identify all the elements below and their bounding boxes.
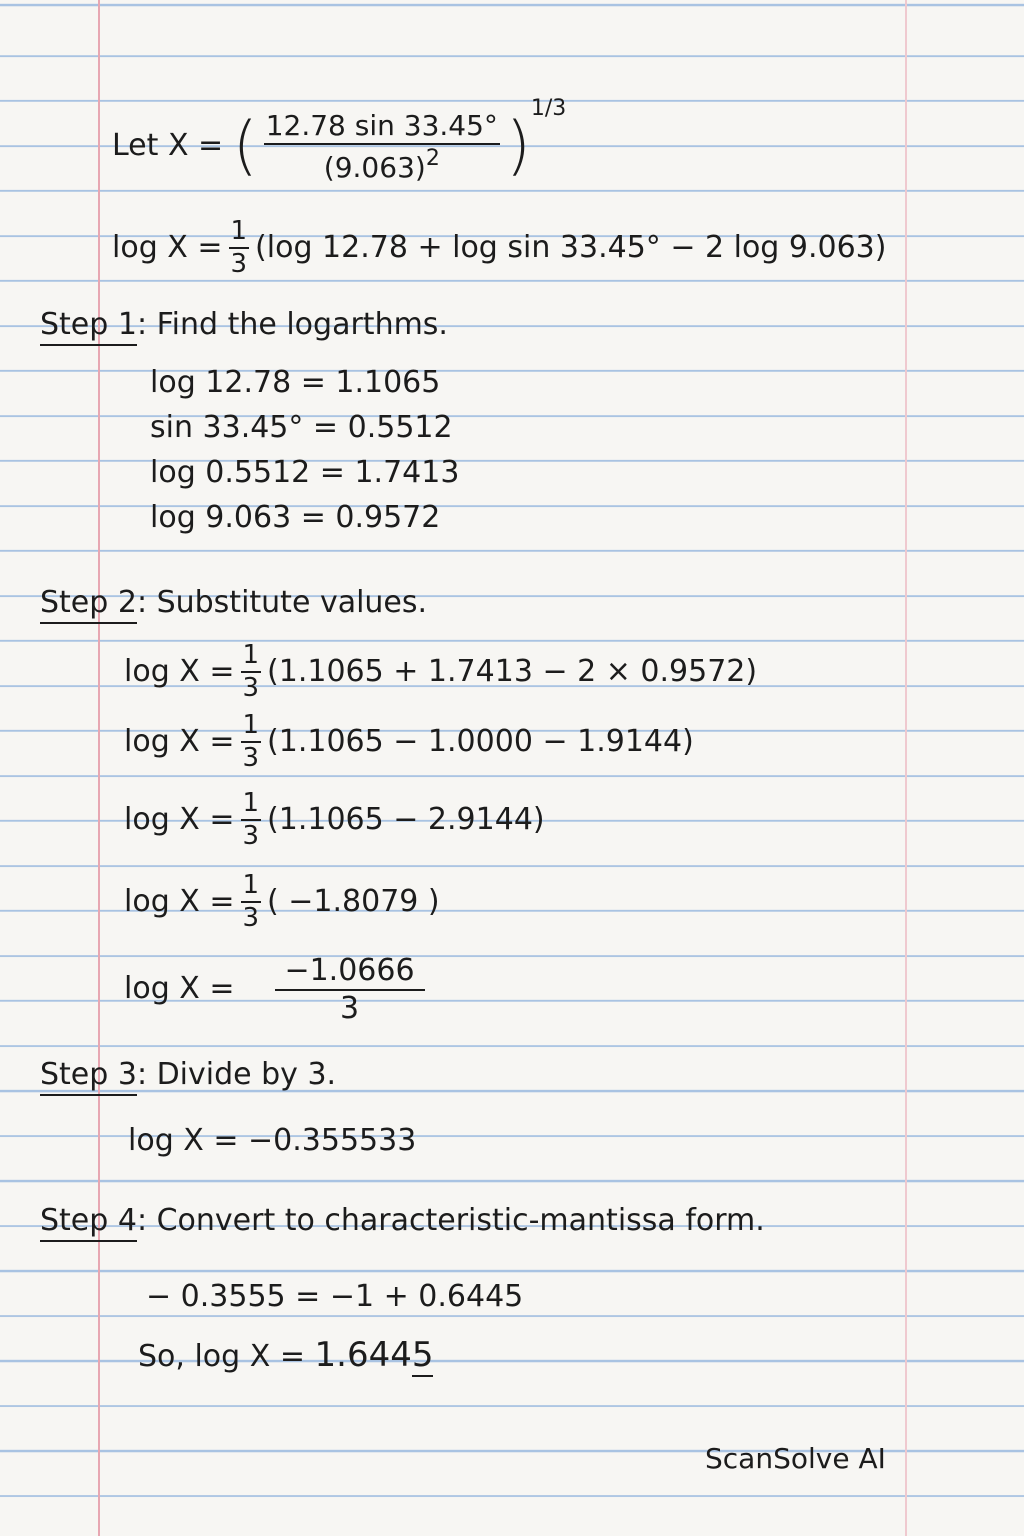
step-3-label: Step 3 (40, 1060, 137, 1096)
step-2-equation: log X = $\frac{1}{3}$ (1.1065 − 1.0000 − 1.9144) (124, 710, 694, 774)
main-fraction (264, 111, 500, 182)
step-4-label: Step 4 (40, 1206, 137, 1242)
main-denominator: $(9.063)^2$ (323, 145, 440, 184)
let-text: Let X = (112, 128, 224, 163)
log-lhs: log X = (112, 229, 223, 265)
log-rhs: (log 12.78 + log sin 33.45° − 2 log 9.063) (255, 229, 887, 265)
step-3-title: : Divide by 3. (136, 1057, 337, 1092)
step-1-title: : Find the logarthms. (136, 307, 448, 342)
step-4-line: − 0.3555 = −1 + 0.6445 (146, 1279, 524, 1314)
step-3-heading (40, 1057, 337, 1096)
left-paren: ( (232, 109, 258, 184)
main-numerator: 12.78 sin 33.45° (264, 111, 500, 144)
one-third-fraction: $\frac{1}{3}$ (242, 710, 260, 774)
brand-watermark: ScanSolve AI (705, 1442, 886, 1475)
step-3-line: log X = −0.355533 (128, 1123, 417, 1158)
one-third-fraction: $\frac{1}{3}$ (242, 640, 260, 704)
one-third-fraction: $\frac{1}{3}$ (242, 870, 260, 934)
right-paren: ) (505, 109, 531, 184)
step-2-equation: log X = $\frac{-1.0666}{3}$ (124, 955, 431, 1024)
page-right-margin-line (905, 0, 907, 1536)
step-2-equation: log X = $\frac{1}{3}$ (1.1065 + 1.7413 − 2 × 0.9572) (124, 640, 758, 704)
step-1-line: sin 33.45° = 0.5512 (150, 410, 453, 445)
step-4-title: : Convert to characteristic-mantissa form. (136, 1203, 765, 1238)
header-log-line (112, 218, 886, 279)
final-answer: So, log X = 1.6445 (138, 1335, 434, 1375)
step-2-heading (40, 585, 428, 624)
step-2-equation: log X = $\frac{1}{3}$ (1.1065 − 2.9144) (124, 788, 545, 852)
step-1-line: log 12.78 = 1.1065 (150, 365, 441, 400)
result-fraction: $\frac{-1.0666}{3}$ (275, 955, 425, 1024)
step-1-line: log 0.5512 = 1.7413 (150, 455, 460, 490)
step-1-label: Step 1 (40, 310, 137, 346)
step-2-label: Step 2 (40, 588, 137, 624)
step-4-heading (40, 1203, 765, 1242)
denominator-exponent: 2 (425, 145, 440, 171)
page-margin-line (98, 0, 100, 1536)
step-2-equation: log X = $\frac{1}{3}$ ( −1.8079 ) (124, 870, 440, 934)
outer-exponent: 1/3 (530, 96, 567, 121)
one-third-fraction: $\frac{1}{3}$ (230, 216, 248, 280)
final-value: 1.6445 (314, 1335, 434, 1375)
step-1-line: log 9.063 = 0.9572 (150, 500, 441, 535)
step-2-title: : Substitute values. (136, 585, 428, 620)
step-1-heading (40, 307, 448, 346)
one-third-fraction: $\frac{1}{3}$ (242, 788, 260, 852)
header-definition (112, 98, 566, 182)
